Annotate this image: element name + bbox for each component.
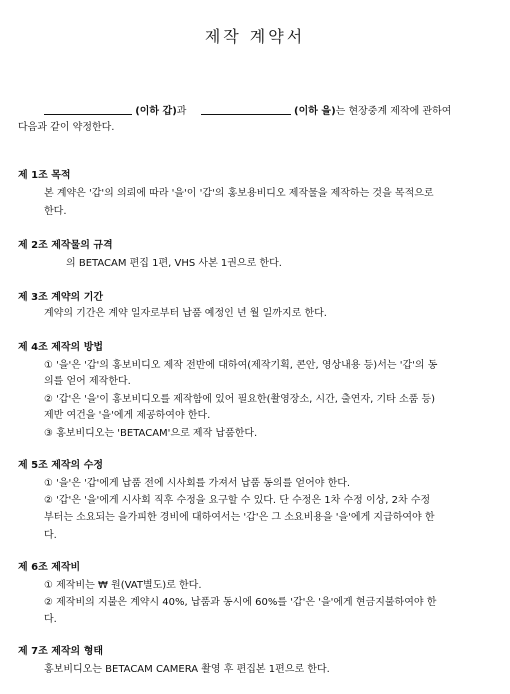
article-6-line: ② 제작비의 지불은 계약시 40%, 납품과 동시에 60%를 '갑'은 '을'에게 현금지불하여야 한: [44, 597, 437, 608]
article-4-heading: 제 4조 제작의 방법: [18, 342, 104, 353]
article-2-heading: 제 2조 제작물의 규격: [18, 240, 113, 251]
article-6-heading: 제 6조 제작비: [18, 562, 81, 573]
article-7-heading: 제 7조 제작의 형태: [18, 646, 104, 657]
document-title: 제작 계약서: [204, 27, 306, 46]
intro-rest: 는 현장중계 제작에 관하여: [335, 106, 452, 117]
article-6-line: ① 제작비는 ₩ 원(VAT별도)로 한다.: [44, 580, 202, 591]
article-5-heading: 제 5조 제작의 수정: [18, 460, 104, 471]
article-4-line: ③ 홍보비디오는 'BETACAM'으로 제작 납품한다.: [44, 428, 258, 439]
intro-line-2: 다음과 같이 약정한다.: [18, 122, 115, 133]
intro-connector: 과: [176, 106, 187, 117]
article-6-line: 다.: [44, 614, 57, 625]
party-b-label: (이하 을): [294, 106, 336, 117]
article-5-line: ② '갑'은 '을'에게 시사회 직후 수정을 요구할 수 있다. 단 수정은 1차 수정 이상, 2차 수정: [44, 495, 431, 506]
article-5-line: ① '을'은 '갑'에게 납품 전에 시사회를 가져서 납품 동의를 얻어야 한다.: [44, 478, 351, 489]
article-1-heading: 제 1조 목적: [18, 170, 71, 181]
article-4-line: ① '을'은 '갑'의 홍보비디오 제작 전반에 대하여(제작기획, 콘안, 영상내용 등)서는 '갑'의 동: [44, 360, 438, 371]
article-3-heading: 제 3조 계약의 기간: [18, 292, 104, 303]
article-3-line: 계약의 기간은 계약 일자로부터 납품 예정인 년 월 일까지로 한다.: [44, 308, 327, 319]
article-1-line: 본 계약은 '갑'의 의뢰에 따라 '을'이 '갑'의 홍보용비디오 제작물을 제작하는 것을 목적으로: [44, 188, 434, 199]
article-4-line: 의를 얻어 제작한다.: [44, 376, 131, 387]
article-5-line: 부터는 소요되는 을가피한 경비에 대하여서는 '갑'은 그 소요비용을 '을'에게 지급하여야 한: [44, 512, 435, 523]
article-7-line: 홍보비디오는 BETACAM CAMERA 촬영 후 편집본 1편으로 한다.: [44, 664, 330, 675]
article-4-line: 제반 여건을 '을'에게 제공하여야 한다.: [44, 410, 211, 421]
article-1-line: 한다.: [44, 206, 67, 217]
party-b-blank[interactable]: [201, 104, 291, 115]
article-4-line: ② '갑'은 '을'이 홍보비디오를 제작함에 있어 필요한(촬영장소, 시간, 출연자, 기타 소품 등): [44, 394, 436, 405]
party-a-label: (이하 갑): [135, 106, 177, 117]
party-a-blank[interactable]: [44, 104, 132, 115]
article-2-line: 의 BETACAM 편집 1편, VHS 사본 1권으로 한다.: [66, 258, 282, 269]
article-5-line: 다.: [44, 530, 57, 541]
intro-line-1: [44, 104, 451, 118]
